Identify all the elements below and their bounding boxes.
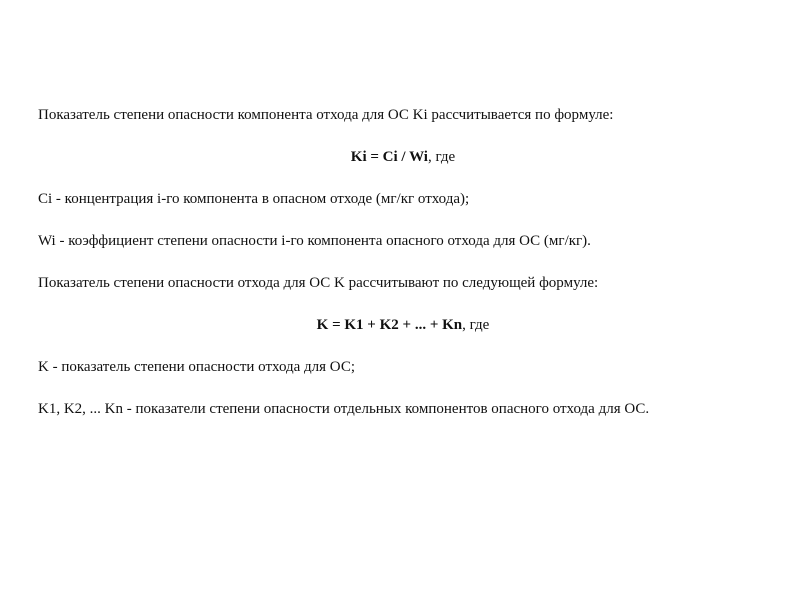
definition-wi: Wi - коэффициент степени опасности i-го компонента опасного отхода для ОС (мг/кг). [38, 233, 591, 249]
formula-ki [38, 147, 768, 167]
definition-k: K - показатель степени опасности отхода для ОС; [38, 359, 355, 375]
definition-ci: Ci - концентрация i-го компонента в опасном отходе (мг/кг отхода); [38, 191, 470, 207]
document-body [38, 105, 768, 419]
definition-k1-kn: K1, K2, ... Kn - показатели степени опасности отдельных компонентов опасного отхода для ОС. [38, 401, 650, 417]
formula-ki-expression: Ki = Ci / Wi [350, 149, 428, 165]
formula-k-expression: K = K1 + K2 + ... + Kn [316, 317, 463, 333]
paragraph-k-intro: Показатель степени опасности отхода для ОС K рассчитывают по следующей формуле: [38, 275, 599, 291]
formula-ki-suffix: , где [427, 149, 456, 165]
paragraph-ki-intro: Показатель степени опасности компонента отхода для ОС Ki рассчитывается по формуле: [38, 107, 614, 123]
formula-k-suffix: , где [462, 317, 490, 333]
formula-k [38, 315, 768, 335]
